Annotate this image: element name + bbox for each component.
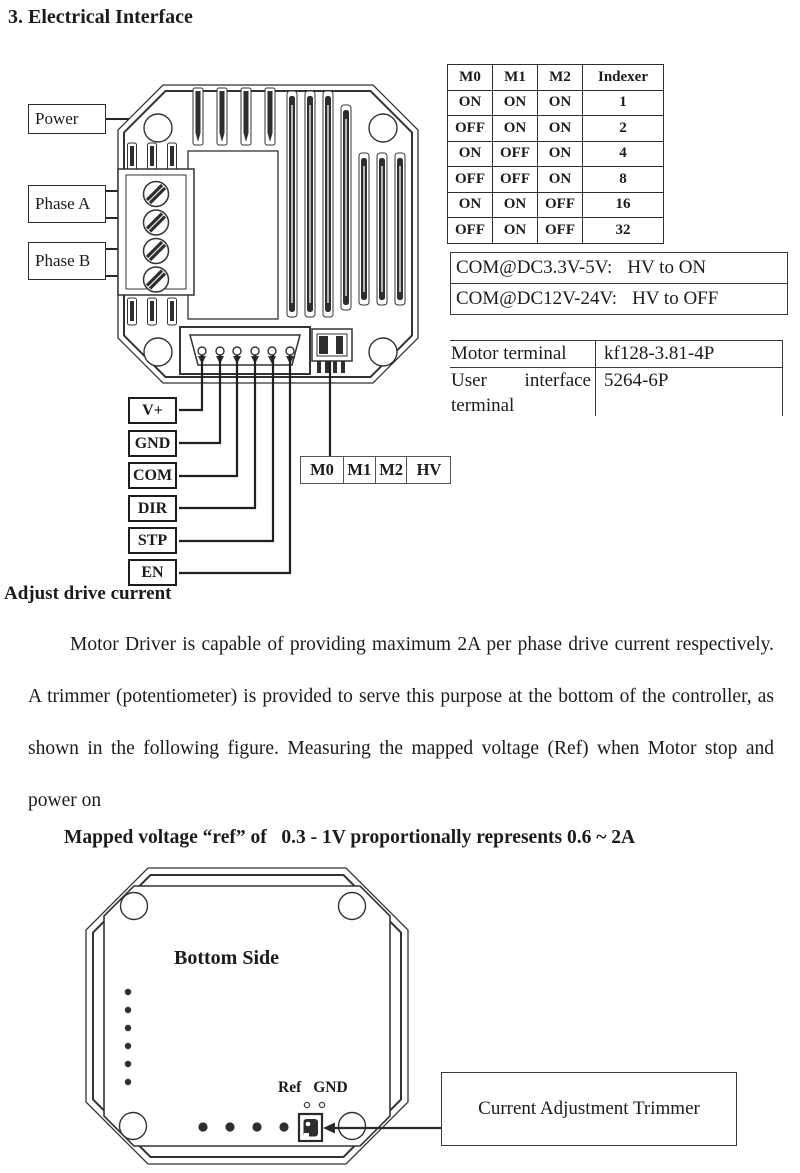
body-paragraph: Motor Driver is capable of providing maximum 2A per phase drive current respectively. A trimmer (potentiometer) is provided to serve this purpose at the bottom of the controller, as shown in the following figure. Measuring the mapped voltage (Ref) when Motor stop and power on bbox=[28, 634, 774, 811]
terminal-value: 5264-6P bbox=[595, 368, 783, 416]
phase-b-label-box: Phase B bbox=[28, 242, 106, 280]
cell: ON bbox=[493, 90, 538, 116]
cell: 8 bbox=[583, 167, 664, 193]
cell: ON bbox=[538, 90, 583, 116]
cell: ON bbox=[493, 218, 538, 244]
com-value: HV to ON bbox=[627, 257, 707, 278]
terminal-value: kf128-3.81-4P bbox=[595, 341, 783, 368]
table-row bbox=[448, 116, 664, 142]
terminal-model-table bbox=[450, 340, 783, 416]
mode-cell-m2: M2 bbox=[375, 456, 408, 484]
com-label: COM@DC12V-24V: bbox=[456, 288, 618, 309]
cell: 1 bbox=[583, 90, 664, 116]
cell: ON bbox=[538, 141, 583, 167]
cell: OFF bbox=[538, 218, 583, 244]
table-row bbox=[448, 141, 664, 167]
mode-cell-m1: M1 bbox=[343, 456, 376, 484]
pin-box-gnd: GND bbox=[128, 430, 177, 457]
terminal-name: User interface terminal bbox=[451, 370, 591, 416]
trimmer-component bbox=[299, 1114, 322, 1141]
cell: 16 bbox=[583, 192, 664, 218]
cell: 32 bbox=[583, 218, 664, 244]
ref-gnd-label bbox=[278, 1079, 348, 1097]
gnd-label: GND bbox=[313, 1079, 348, 1096]
cell: ON bbox=[538, 116, 583, 142]
pcb-window bbox=[188, 151, 278, 319]
power-label-box: Power bbox=[28, 104, 106, 134]
table-row bbox=[448, 90, 664, 116]
cell: ON bbox=[448, 141, 493, 167]
mode-cell-hv: HV bbox=[406, 456, 451, 484]
section-heading: Adjust drive current bbox=[4, 583, 172, 604]
cell: OFF bbox=[538, 192, 583, 218]
cell: 4 bbox=[583, 141, 664, 167]
bottom-side-label: Bottom Side bbox=[174, 947, 279, 969]
header-cell: M2 bbox=[538, 65, 583, 91]
mode-pin-row bbox=[300, 456, 451, 484]
mapped-voltage-note: Mapped voltage “ref” of 0.3 - 1V proportionally represents 0.6 ~ 2A bbox=[64, 827, 636, 848]
header-cell: M0 bbox=[448, 65, 493, 91]
cell: OFF bbox=[448, 218, 493, 244]
table-row bbox=[448, 192, 664, 218]
phase-a-label-box: Phase A bbox=[28, 185, 106, 223]
ref-label: Ref bbox=[278, 1079, 302, 1096]
driver-bottom-view-diagram bbox=[80, 862, 450, 1173]
table-row bbox=[448, 167, 664, 193]
cell: ON bbox=[448, 192, 493, 218]
table-header-row bbox=[448, 65, 664, 91]
pin-box-en: EN bbox=[128, 559, 177, 586]
current-adjustment-trimmer-callout: Current Adjustment Trimmer bbox=[441, 1072, 737, 1146]
cell: ON bbox=[448, 90, 493, 116]
pin-box-dir: DIR bbox=[128, 495, 177, 522]
table-row bbox=[448, 218, 664, 244]
driver-top-view-diagram bbox=[0, 55, 460, 585]
cell: ON bbox=[493, 116, 538, 142]
cell: ON bbox=[538, 167, 583, 193]
cell: OFF bbox=[448, 167, 493, 193]
com-row-high bbox=[451, 283, 787, 314]
header-cell: M1 bbox=[493, 65, 538, 91]
page-title: 3. Electrical Interface bbox=[8, 6, 193, 28]
motor-terminal-block bbox=[118, 169, 194, 295]
cell: OFF bbox=[493, 141, 538, 167]
header-cell: Indexer bbox=[583, 65, 664, 91]
terminal-name: Motor terminal bbox=[450, 341, 595, 368]
cell: OFF bbox=[448, 116, 493, 142]
com-label: COM@DC3.3V-5V: bbox=[456, 257, 613, 278]
pin-box-vplus: V+ bbox=[128, 397, 177, 424]
pin-box-stp: STP bbox=[128, 527, 177, 554]
com-value: HV to OFF bbox=[632, 288, 719, 309]
com-voltage-table bbox=[450, 252, 788, 315]
microstep-indexer-table bbox=[447, 64, 664, 244]
mode-cell-m0: M0 bbox=[300, 456, 344, 484]
pin-box-com: COM bbox=[128, 462, 177, 489]
cell: 2 bbox=[583, 116, 664, 142]
cell: ON bbox=[493, 192, 538, 218]
com-row-low bbox=[451, 253, 787, 283]
cell: OFF bbox=[493, 167, 538, 193]
